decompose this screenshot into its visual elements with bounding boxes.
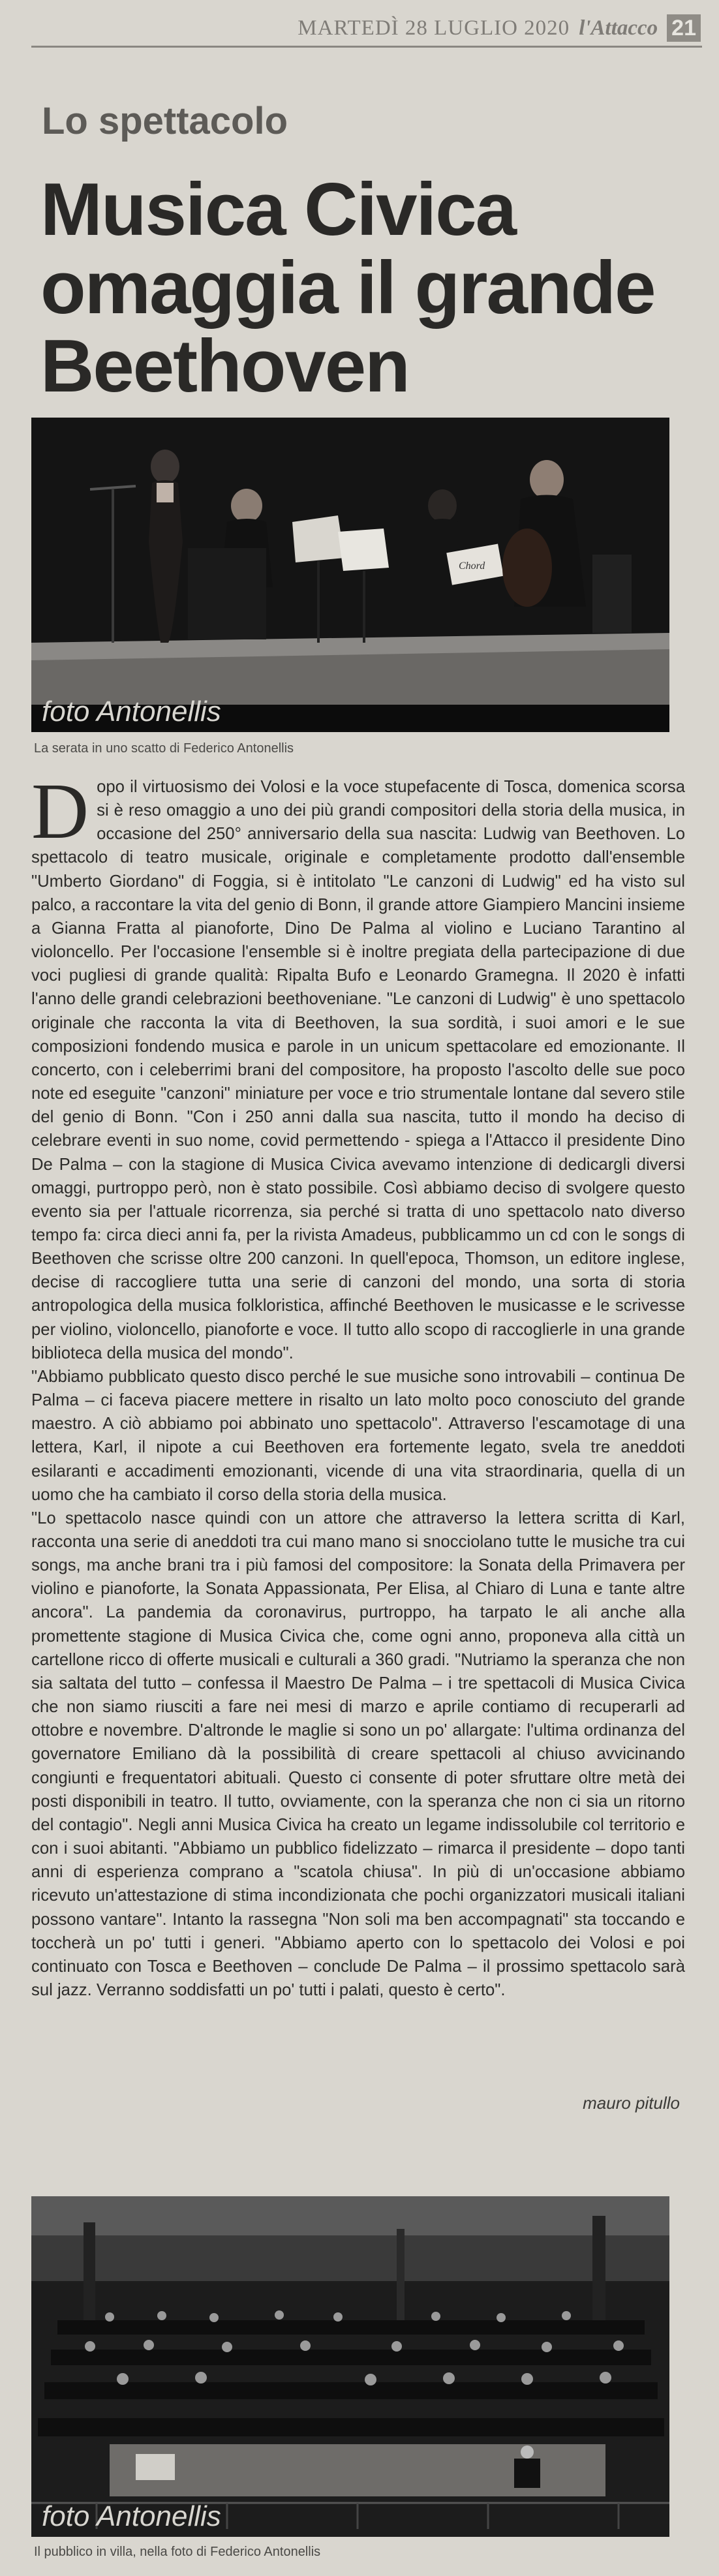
photo-credit: foto Antonellis: [42, 2500, 221, 2532]
article-text: opo il virtuosismo dei Volosi e la voce stupefacente di Tosca, domenica scorsa si è reso omaggio a uno dei più grandi compositori della storia della musica, in occasione del 250° anniversario della sua nascita: Ludwig van Beethoven. Lo spettacolo di teatro musicale, originale e completamente prodotto dall'ensemble "Umberto Giordano" di Foggia, si è intitolato "Le canzoni di Ludwig" ed ha visto sul palco, a raccontare la vita del genio di Bonn, il grande attore Giampiero Mancini insieme a Gianna Fratta al pianoforte, Dino De Palma al violino e Luciano Tarantino al violoncello. Per l'occasione l'ensemble si è inoltre pregiata della partecipazione di due voci pugliesi di grande qualità: Ripalta Bufo e Leonardo Gramegna. Il 2020 è infatti l'anno delle grandi celebrazioni beethoveniane. "Le canzoni di Ludwig" è uno spettacolo originale che racconta la vita di Beethoven, la sua sordità, i suoi amori e le sue composizioni fondendo musica e parole in un unicum spettacolare ed emozionante. Il concerto, con i celeberrimi brani del compositore, ha proposto l'ascolto delle sue poco note ed eseguite "canzoni" miniature per voce e trio strumentale lontane dal severo stile del genio di Bonn. "Con i 250 anni dalla sua nascita, tutto il mondo ha deciso di celebrare eventi in suo nome, covid permettendo - spiega a l'Attacco il presidente Dino De Palma – con la stagione di Musica Civica avevamo intenzione di dedicargli diversi omaggi, purtroppo però, non è stato possibile. Così abbiamo deciso di svolgere questo evento sia per l'attuale ricorrenza, sia perché si tratta di uno spettacolo nato diverso tempo fa: circa dieci anni fa, per la rivista Amadeus, pubblicammo un cd con le songs di Beethoven che scrisse oltre 200 canzoni. In quell'epoca, Thomson, un editore inglese, decise di raccogliere tutta una serie di canzoni del mondo, una sorta di storia antropologica della musica folkloristica, affinché Beethoven le musicasse e le scrivesse per violino, violoncello, pianoforte e voce. Il tutto allo scopo di raccoglierle in una grande biblioteca della musica del mondo".: [31, 778, 685, 1362]
concert-photo: [31, 418, 669, 732]
audience-photo: [31, 2196, 669, 2537]
author-byline: mauro pitullo: [583, 2093, 680, 2113]
section-label: Lo spettacolo: [42, 100, 288, 142]
headline-line-3: Beethoven: [40, 325, 409, 408]
issue-date: MARTEDÌ 28 LUGLIO 2020: [298, 16, 570, 40]
page-number: 21: [667, 14, 701, 42]
headline-line-2: omaggia il grande: [40, 247, 655, 330]
photo-credit: foto Antonellis: [42, 696, 221, 728]
masthead-rule: [31, 46, 702, 48]
concert-photo-image: [31, 418, 669, 732]
photo-caption: La serata in uno scatto di Federico Antonellis: [34, 741, 294, 756]
article-paragraph: "Abbiamo pubblicato questo disco perché le sue musiche sono introvabili – continua De Palma – ci faceva piacere mettere in risalto un lato molto poco conosciuto del grande maestro. A ciò abbiamo poi abbinato uno spettacolo". Attraverso l'escamotage di una lettera, Karl, il nipote a cui Beethoven era fortemente legato, svela tre aneddoti esilaranti e accadimenti emozionanti, vicende di una vita straordinaria, quella di un uomo che ha cambiato il corso della storia della musica.: [31, 1367, 685, 1504]
article-body: [31, 767, 685, 2002]
headline-line-1: Musica Civica: [40, 168, 516, 251]
audience-photo-image: [31, 2196, 669, 2537]
headline: [40, 168, 680, 408]
masthead: [0, 14, 701, 42]
sheet-music-label: Chord: [459, 560, 485, 572]
newspaper-logo: l'Attacco: [579, 16, 658, 40]
article-paragraph: "Lo spettacolo nasce quindi con un attore che attraverso la lettera scritta di Karl, racconta una serie di aneddoti tra cui mano mano si snocciolano tutte le musiche tra cui songs, ma anche brani tra i più famosi del compositore: la Sonata della Primavera per violino e pianoforte, la Sonata Appassionata, Per Elisa, al Chiaro di Luna e tante altre ancora". La pandemia da coronavirus, purtroppo, ha tarpato le ali anche alla promettente stagione di Musica Civica che, come ogni anno, proponeva alla città un cartellone ricco di offerte musicali e culturali a 360 gradi. "Nutriamo la speranza che non sia saltata del tutto – confessa il Maestro De Palma – i tre spettacoli di Musica Civica che non siamo riusciti a fare nei mesi di marzo e aprile contiamo di recuperarli ad ottobre e novembre. D'altronde le maglie si sono un po' allargate: l'ultima ordinanza del governatore Emiliano dà la possibilità di creare spettacoli al chiuso avvicinando congiunti e frequentatori abituali. Questo ci consente di poter sfruttare oltre metà dei posti disponibili in teatro. Il tutto, ovviamente, con la speranza che non ci sia un ritorno del contagio". Negli anni Musica Civica ha creato un legame indissolubile col territorio e con i suoi abitanti. "Abbiamo un pubblico fidelizzato – rimarca il presidente – dopo tanti anni di esperienza comprano a "scatola chiusa". In più di un'occasione abbiamo ricevuto un'attestazione di stima incondizionata che pochi organizzatori musicali italiani possono vantare". Intanto la rassegna "Non soli ma ben accompagnati" sta toccando e toccherà un po' tutti i generi. "Abbiamo aperto con lo spettacolo dei Volosi e poi continuato con Tosca e Beethoven – conclude De Palma – il prossimo spettacolo sarà sul jazz. Verranno soddisfatti un po' tutti i palati, questo è certo".: [31, 1509, 685, 1999]
article-paragraph: [31, 767, 685, 1365]
photo-caption: Il pubblico in villa, nella foto di Federico Antonellis: [34, 2545, 321, 2559]
drop-cap: D: [31, 767, 89, 855]
